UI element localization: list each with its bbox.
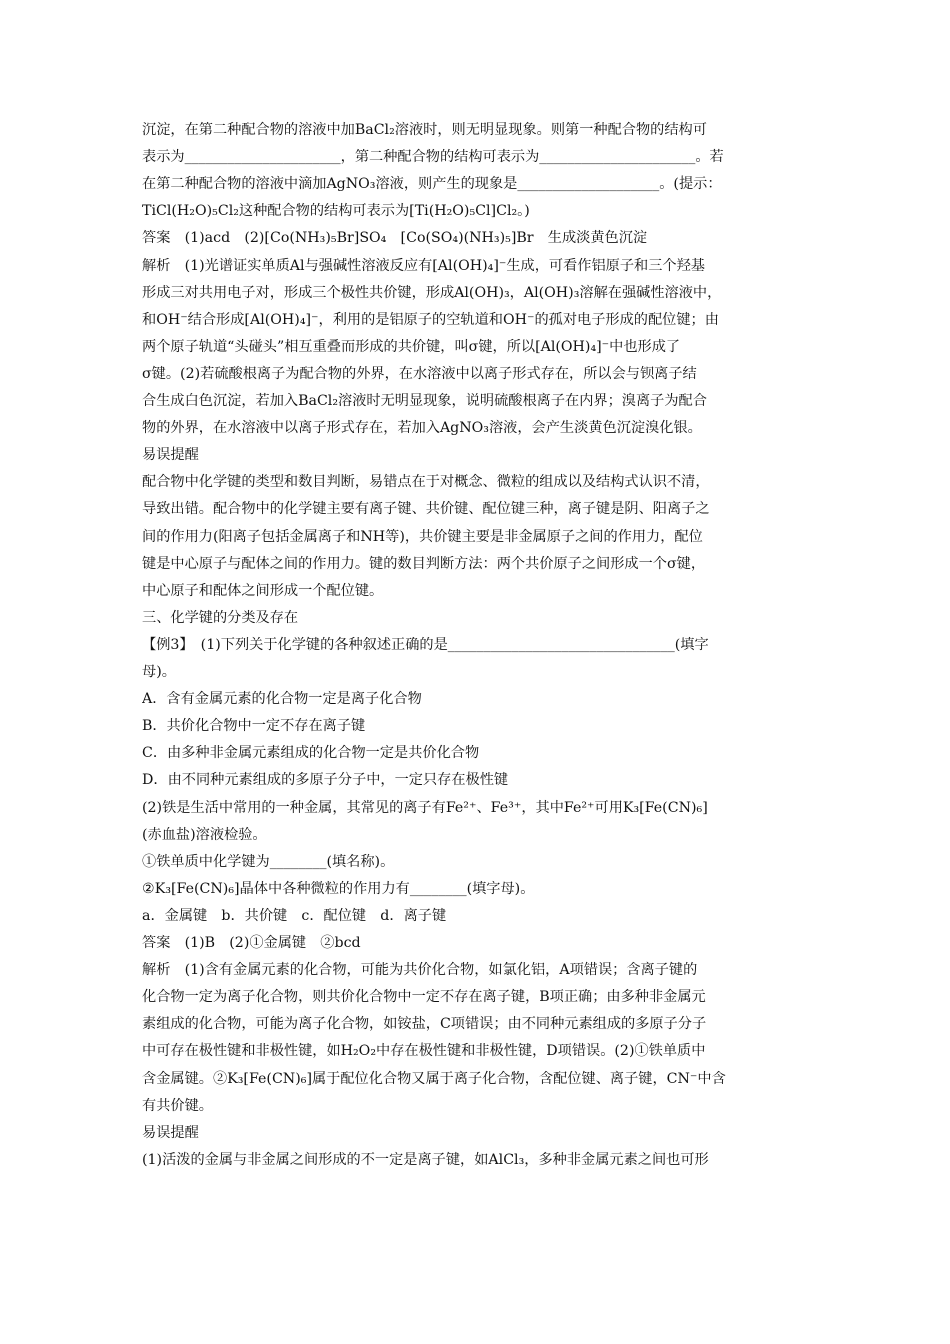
text-line: 合生成白色沉淀，若加入BaCl₂溶液时无明显现象，说明硫酸根离子在内界；溴离子为配合 <box>142 393 707 409</box>
text-line: TiCl(H₂O)₅Cl₂这种配合物的结构可表示为[Ti(H₂O)₅Cl]Cl₂。) <box>142 203 530 219</box>
choices-line: a．金属键 b．共价键 c．配位键 d．离子键 <box>142 908 447 924</box>
text-line: 和OH⁻结合形成[Al(OH)₄]⁻，利用的是铝原子的空轨道和OH⁻的孤对电子形成的配位键；由 <box>142 312 719 328</box>
text-line: 导致出错。配合物中的化学键主要有离子键、共价键、配位键三种，离子键是阴、阳离子之 <box>142 501 710 517</box>
text-line: (1)活泼的金属与非金属之间形成的不一定是离子键，如AlCl₃，多种非金属元素之间也可形 <box>142 1152 709 1168</box>
subquestion-1: ①铁单质中化学键为________(填名称)。 <box>142 854 395 870</box>
answer-line: 答案 (1)B (2)①金属键 ②bcd <box>142 935 361 951</box>
text-line: 含金属键。②K₃[Fe(CN)₆]属于配位化合物又属于离子化合物，含配位键、离子键，CN⁻中含 <box>142 1071 726 1087</box>
text-line: σ键。(2)若硫酸根离子为配合物的外界，在水溶液中以离子形式存在，所以会与钡离子结 <box>142 366 697 382</box>
subquestion-2: ②K₃[Fe(CN)₆]晶体中各种微粒的作用力有________(填字母)。 <box>142 881 535 897</box>
option-a: A．含有金属元素的化合物一定是离子化合物 <box>142 691 422 707</box>
analysis-line: 解析 (1)含有金属元素的化合物，可能为共价化合物，如氯化铝，A项错误；含离子键的 <box>142 962 698 978</box>
text-line: 配合物中化学键的类型和数目判断，易错点在于对概念、微粒的组成以及结构式认识不清， <box>142 474 710 490</box>
text-line: 沉淀，在第二种配合物的溶液中加BaCl₂溶液时，则无明显现象。则第一种配合物的结构可 <box>142 122 707 138</box>
tip-heading: 易误提醒 <box>142 447 199 463</box>
section-heading: 三、化学键的分类及存在 <box>142 610 299 626</box>
text-line: 两个原子轨道“头碰头”相互重叠而形成的共价键，叫σ键，所以[Al(OH)₄]⁻中也形成了 <box>142 339 681 355</box>
text-line: 中心原子和配体之间形成一个配位键。 <box>142 583 384 599</box>
text-line: 化合物一定为离子化合物，则共价化合物中一定不存在离子键，B项正确；由多种非金属元 <box>142 989 706 1005</box>
text-line: 物的外界，在水溶液中以离子形式存在，若加入AgNO₃溶液，会产生淡黄色沉淀溴化银。 <box>142 420 702 436</box>
text-line: 素组成的化合物，可能为离子化合物，如铵盐，C项错误；由不同种元素组成的多原子分子 <box>142 1016 707 1032</box>
answer-line: 答案 (1)acd (2)[Co(NH₃)₅Br]SO₄ [Co(SO₄)(NH₃)₅]Br 生成淡黄色沉淀 <box>142 230 648 246</box>
analysis-line: 解析 (1)光谱证实单质Al与强碱性溶液反应有[Al(OH)₄]⁻生成，可看作铝原子和三个羟基 <box>142 258 705 274</box>
text-line: 键是中心原子与配体之间的作用力。键的数目判断方法：两个共价原子之间形成一个σ键， <box>142 556 706 572</box>
option-b: B．共价化合物中一定不存在离子键 <box>142 718 366 734</box>
text-line: 母)。 <box>142 664 176 680</box>
option-c: C．由多种非金属元素组成的化合物一定是共价化合物 <box>142 745 480 761</box>
text-line: 有共价键。 <box>142 1098 213 1114</box>
text-line: 表示为______________________，第二种配合物的结构可表示为______________________。若 <box>142 149 724 165</box>
example-question-line: 【例3】 (1)下列关于化学键的各种叙述正确的是________________________________(填字 <box>142 637 709 653</box>
option-d: D．由不同种元素组成的多原子分子中，一定只存在极性键 <box>142 772 509 788</box>
text-line: 在第二种配合物的溶液中滴加AgNO₃溶液，则产生的现象是____________________。(提示： <box>142 176 722 192</box>
text-line: 形成三对共用电子对，形成三个极性共价键，形成Al(OH)₃，Al(OH)₃溶解在强碱性溶液中， <box>142 285 722 301</box>
text-line: (2)铁是生活中常用的一种金属，其常见的离子有Fe²⁺、Fe³⁺，其中Fe²⁺可用K₃[Fe(CN)₆] <box>142 800 708 816</box>
text-line: 间的作用力(阳离子包括金属离子和NH等)，共价键主要是非金属原子之间的作用力，配位 <box>142 529 703 545</box>
tip-heading: 易误提醒 <box>142 1125 199 1141</box>
text-line: 中可存在极性键和非极性键，如H₂O₂中存在极性键和非极性键，D项错误。(2)①铁单质中 <box>142 1043 706 1059</box>
text-line: (赤血盐)溶液检验。 <box>142 827 267 843</box>
